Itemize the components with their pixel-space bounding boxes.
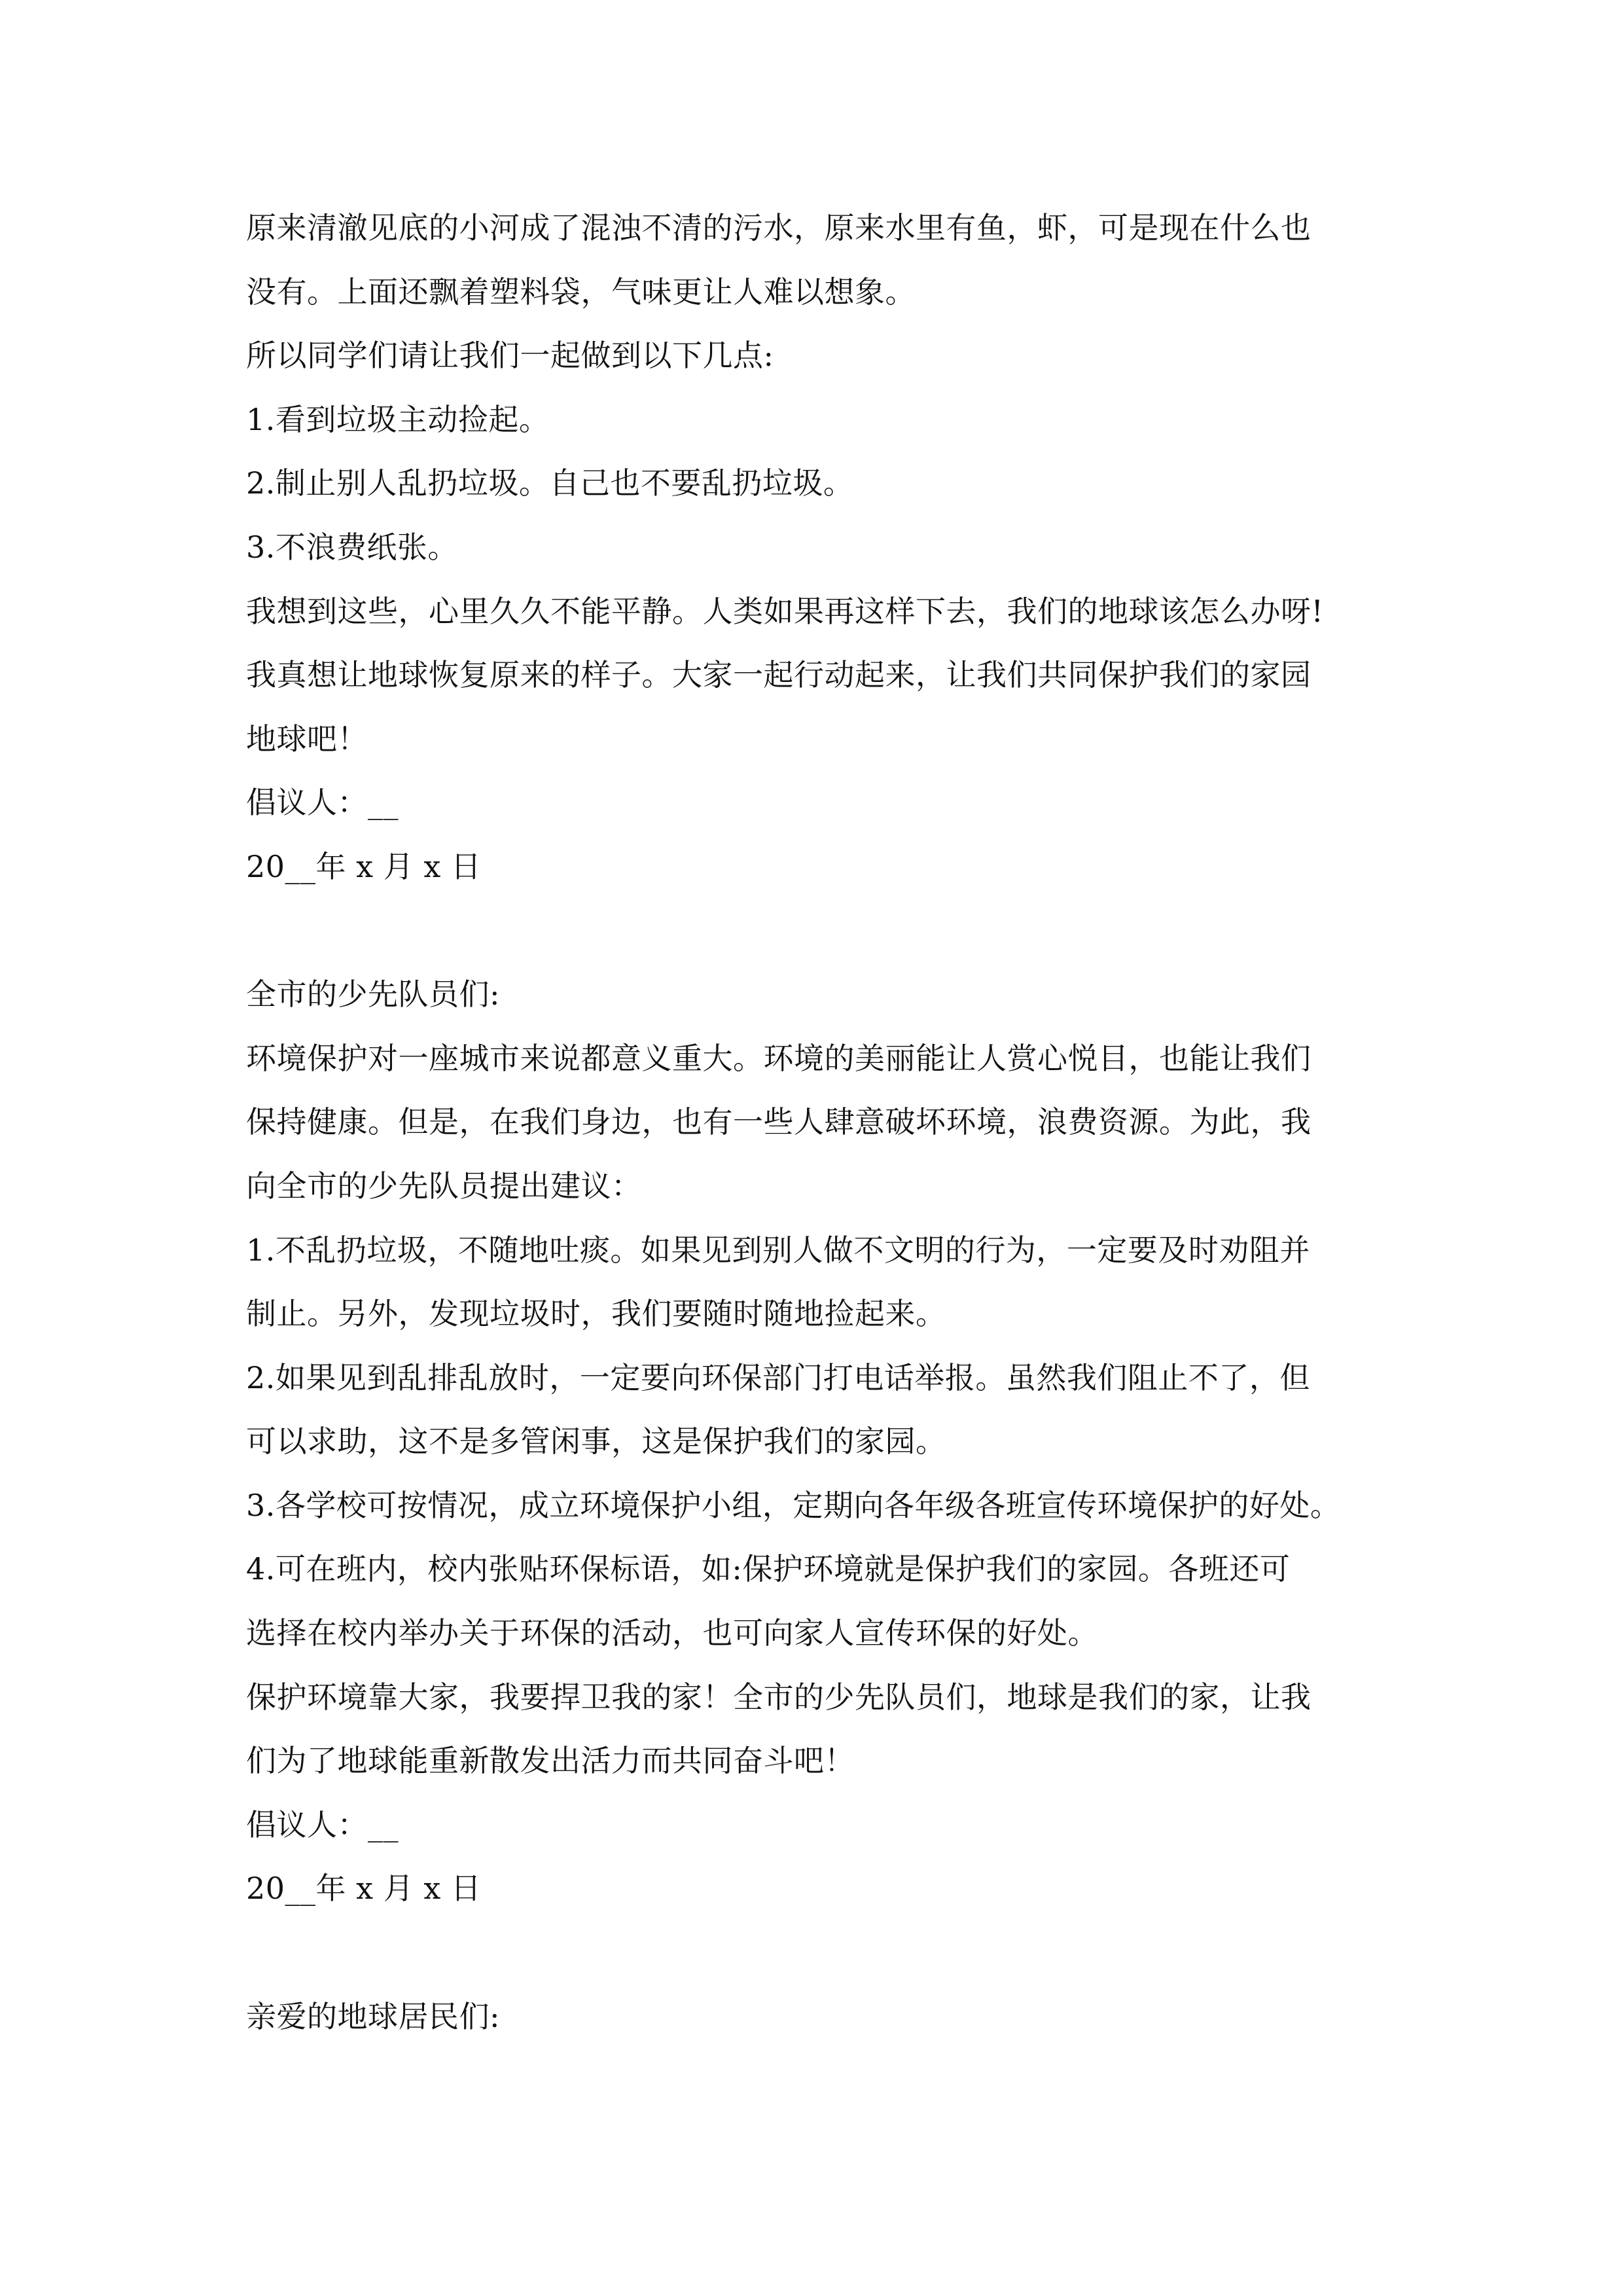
paragraph-line: 我想到这些，心里久久不能平静。人类如果再这样下去，我们的地球该怎么办呀! [246,593,1324,629]
paragraph-line: 所以同学们请让我们一起做到以下几点: [246,338,774,374]
paragraph-line: 环境保护对一座城市来说都意义重大。环境的美丽能让人赏心悦目，也能让我们 [246,1040,1311,1076]
section-3 [246,1985,1398,2049]
paragraph-line: 地球吧！ [246,721,368,757]
greeting: 亲爱的地球居民们: [246,1998,500,2034]
paragraph-line: 们为了地球能重新散发出活力而共同奋斗吧！ [246,1743,855,1779]
document-body [246,196,1398,2049]
signature-line: 倡议人：__ [246,1806,399,1842]
section-gap [246,899,1398,963]
paragraph-line: 保护环境靠大家，我要捍卫我的家！全市的少先队员们，地球是我们的家，让我 [246,1679,1311,1715]
section-1 [246,196,1398,899]
list-item: 3.不浪费纸张。 [246,529,458,565]
paragraph-line: 向全市的少先队员提出建议： [246,1168,642,1204]
list-item: 可以求助，这不是多管闲事，这是保护我们的家园。 [246,1424,946,1460]
list-item: 选择在校内举办关于环保的活动，也可向家人宣传环保的好处。 [246,1615,1098,1651]
list-item: 1.看到垃圾主动捡起。 [246,401,550,437]
section-2 [246,963,1398,1921]
list-item: 1.不乱扔垃圾，不随地吐痰。如果见到别人做不文明的行为，一定要及时劝阻并 [246,1232,1310,1268]
paragraph-line: 没有。上面还飘着塑料袋，气味更让人难以想象。 [246,274,916,310]
date-line: 20__年 x 月 x 日 [246,1871,482,1907]
section-gap [246,1921,1398,1985]
signature-line: 倡议人：__ [246,785,399,821]
list-item: 4.可在班内，校内张贴环保标语，如:保护环境就是保护我们的家园。各班还可 [246,1551,1291,1587]
list-item: 制止。另外，发现垃圾时，我们要随时随地捡起来。 [246,1296,946,1332]
list-item: 3.各学校可按情况，成立环境保护小组，定期向各年级各班宣传环境保护的好处。 [246,1487,1341,1523]
list-item: 2.制止别人乱扔垃圾。自己也不要乱扔垃圾。 [246,465,854,501]
list-item: 2.如果见到乱排乱放时，一定要向环保部门打电话举报。虽然我们阻止不了，但 [246,1359,1310,1395]
paragraph-line: 保持健康。但是，在我们身边，也有一些人肆意破坏环境，浪费资源。为此，我 [246,1104,1311,1140]
date-line: 20__年 x 月 x 日 [246,848,482,884]
paragraph-line: 原来清澈见底的小河成了混浊不清的污水，原来水里有鱼，虾，可是现在什么也 [246,210,1311,245]
paragraph-line: 我真想让地球恢复原来的样子。大家一起行动起来，让我们共同保护我们的家园 [246,657,1311,693]
greeting: 全市的少先队员们: [246,977,500,1013]
